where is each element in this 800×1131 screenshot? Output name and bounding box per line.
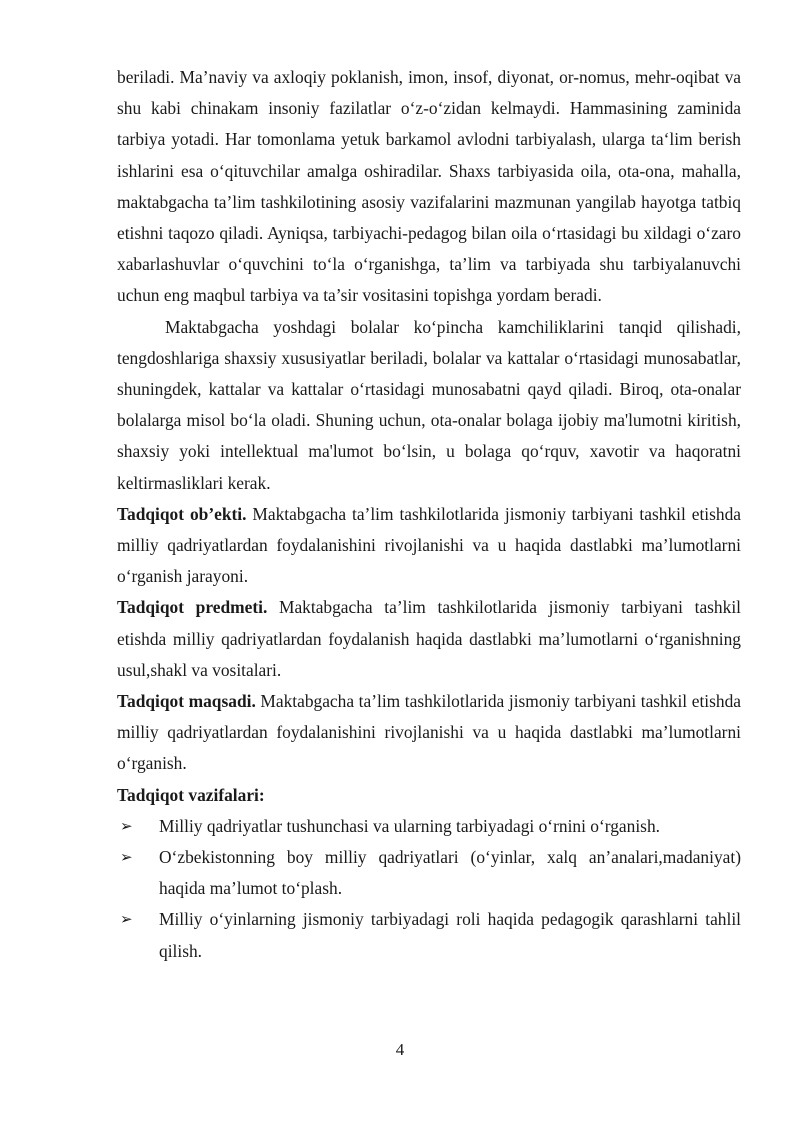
list-item xyxy=(117,842,741,904)
section-label: Tadqiqot predmeti. xyxy=(117,597,268,618)
list-item-text: Milliy qadriyatlar tushunchasi va ularning tarbiyadagi o‘rnini o‘rganish. xyxy=(159,815,660,836)
section-research-goal xyxy=(117,686,741,780)
paragraph-preschool: Maktabgacha yoshdagi bolalar ko‘pincha kamchiliklarini tanqid qilishadi, tengdoshlariga shaxsiy xususiyatlar beriladi, bolalar va kattalar o‘rtasidagi munosabatlar, shuningdek, kattalar va kattalar o‘rtasidagi munosabatni qayd qiladi. Biroq, ota-onalar bolalarga misol bo‘la oladi. Shuning uchun, ota-onalar bolaga ijobiy ma'lumotni kiritish, shaxsiy yoki intellektual ma'lumot bo‘lsin, u bolaga qo‘rquv, xavotir va haqoratni keltirmasliklari kerak. xyxy=(117,316,741,493)
section-text: Maktabgacha ta’lim tashkilotlarida jismoniy tarbiyani tashkil etishda milliy qadriyatlardan foydalanish haqida dastlabki ma’lumotlarni o‘rganishning usul,shakl va vositalari. xyxy=(117,597,741,680)
list-item-text: O‘zbekistonning boy milliy qadriyatlari (o‘yinlar, xalq an’analari,madaniyat) haqida ma’lumot to‘plash. xyxy=(159,847,741,899)
task-list xyxy=(117,811,741,967)
section-text: Maktabgacha ta’lim tashkilotlarida jismoniy tarbiyani tashkil etishda milliy qadriyatlardan foydalanishini rivojlanishi va u haqida dastlabki ma’lumotlarni o‘rganish. xyxy=(117,691,741,774)
arrow-bullet-icon: ➢ xyxy=(120,848,133,867)
arrow-bullet-icon: ➢ xyxy=(120,816,133,835)
page-number: 4 xyxy=(395,1040,405,1059)
arrow-bullet-icon: ➢ xyxy=(120,910,133,929)
section-research-object xyxy=(117,499,741,593)
section-research-subject xyxy=(117,592,741,686)
section-label: Tadqiqot maqsadi. xyxy=(117,691,256,712)
section-text: Maktabgacha ta’lim tashkilotlarida jismoniy tarbiyani tashkil etishda milliy qadriyatlardan foydalanishini rivojlanishi va u haqida dastlabki ma’lumotlarni o‘rganish jarayoni. xyxy=(117,503,741,587)
list-item xyxy=(117,904,741,966)
section-research-tasks xyxy=(117,780,741,811)
list-item-text: Milliy o‘yinlarning jismoniy tarbiyadagi roli haqida pedagogik qarashlarni tahlil qilish. xyxy=(159,909,741,961)
paragraph-intro: beriladi. Ma’naviy va axloqiy poklanish, imon, insof, diyonat, or-nomus, mehr-oqibat va shu kabi chinakam insoniy fazilatlar o‘z-o‘zidan kelmaydi. Hammasining zaminida tarbiya yotadi. Har tomonlama yetuk barkamol avlodni tarbiyalash, ularga ta‘lim berish ishlarini esa o‘qituvchilar amalga oshiradilar. Shaxs tarbiyasida oila, ota-ona, mahalla, maktabgacha ta’lim tashkilotining asosiy vazifalarini mazmunan yangilab hayotga tatbiq etishni taqozo qiladi. Ayniqsa, tarbiyachi-pedagog bilan oila o‘rtasidagi bu xildagi o‘zaro xabarlashuvlar o‘quvchini to‘la o‘rganishga, ta’lim va tarbiyada shu tarbiyalanuvchi uchun eng maqbul tarbiya va ta’sir vositasini topishga yordam beradi. xyxy=(117,67,741,306)
section-label: Tadqiqot vazifalari: xyxy=(117,784,265,805)
document-page xyxy=(117,62,741,967)
section-label: Tadqiqot ob’ekti. xyxy=(117,503,247,524)
list-item xyxy=(117,811,741,842)
